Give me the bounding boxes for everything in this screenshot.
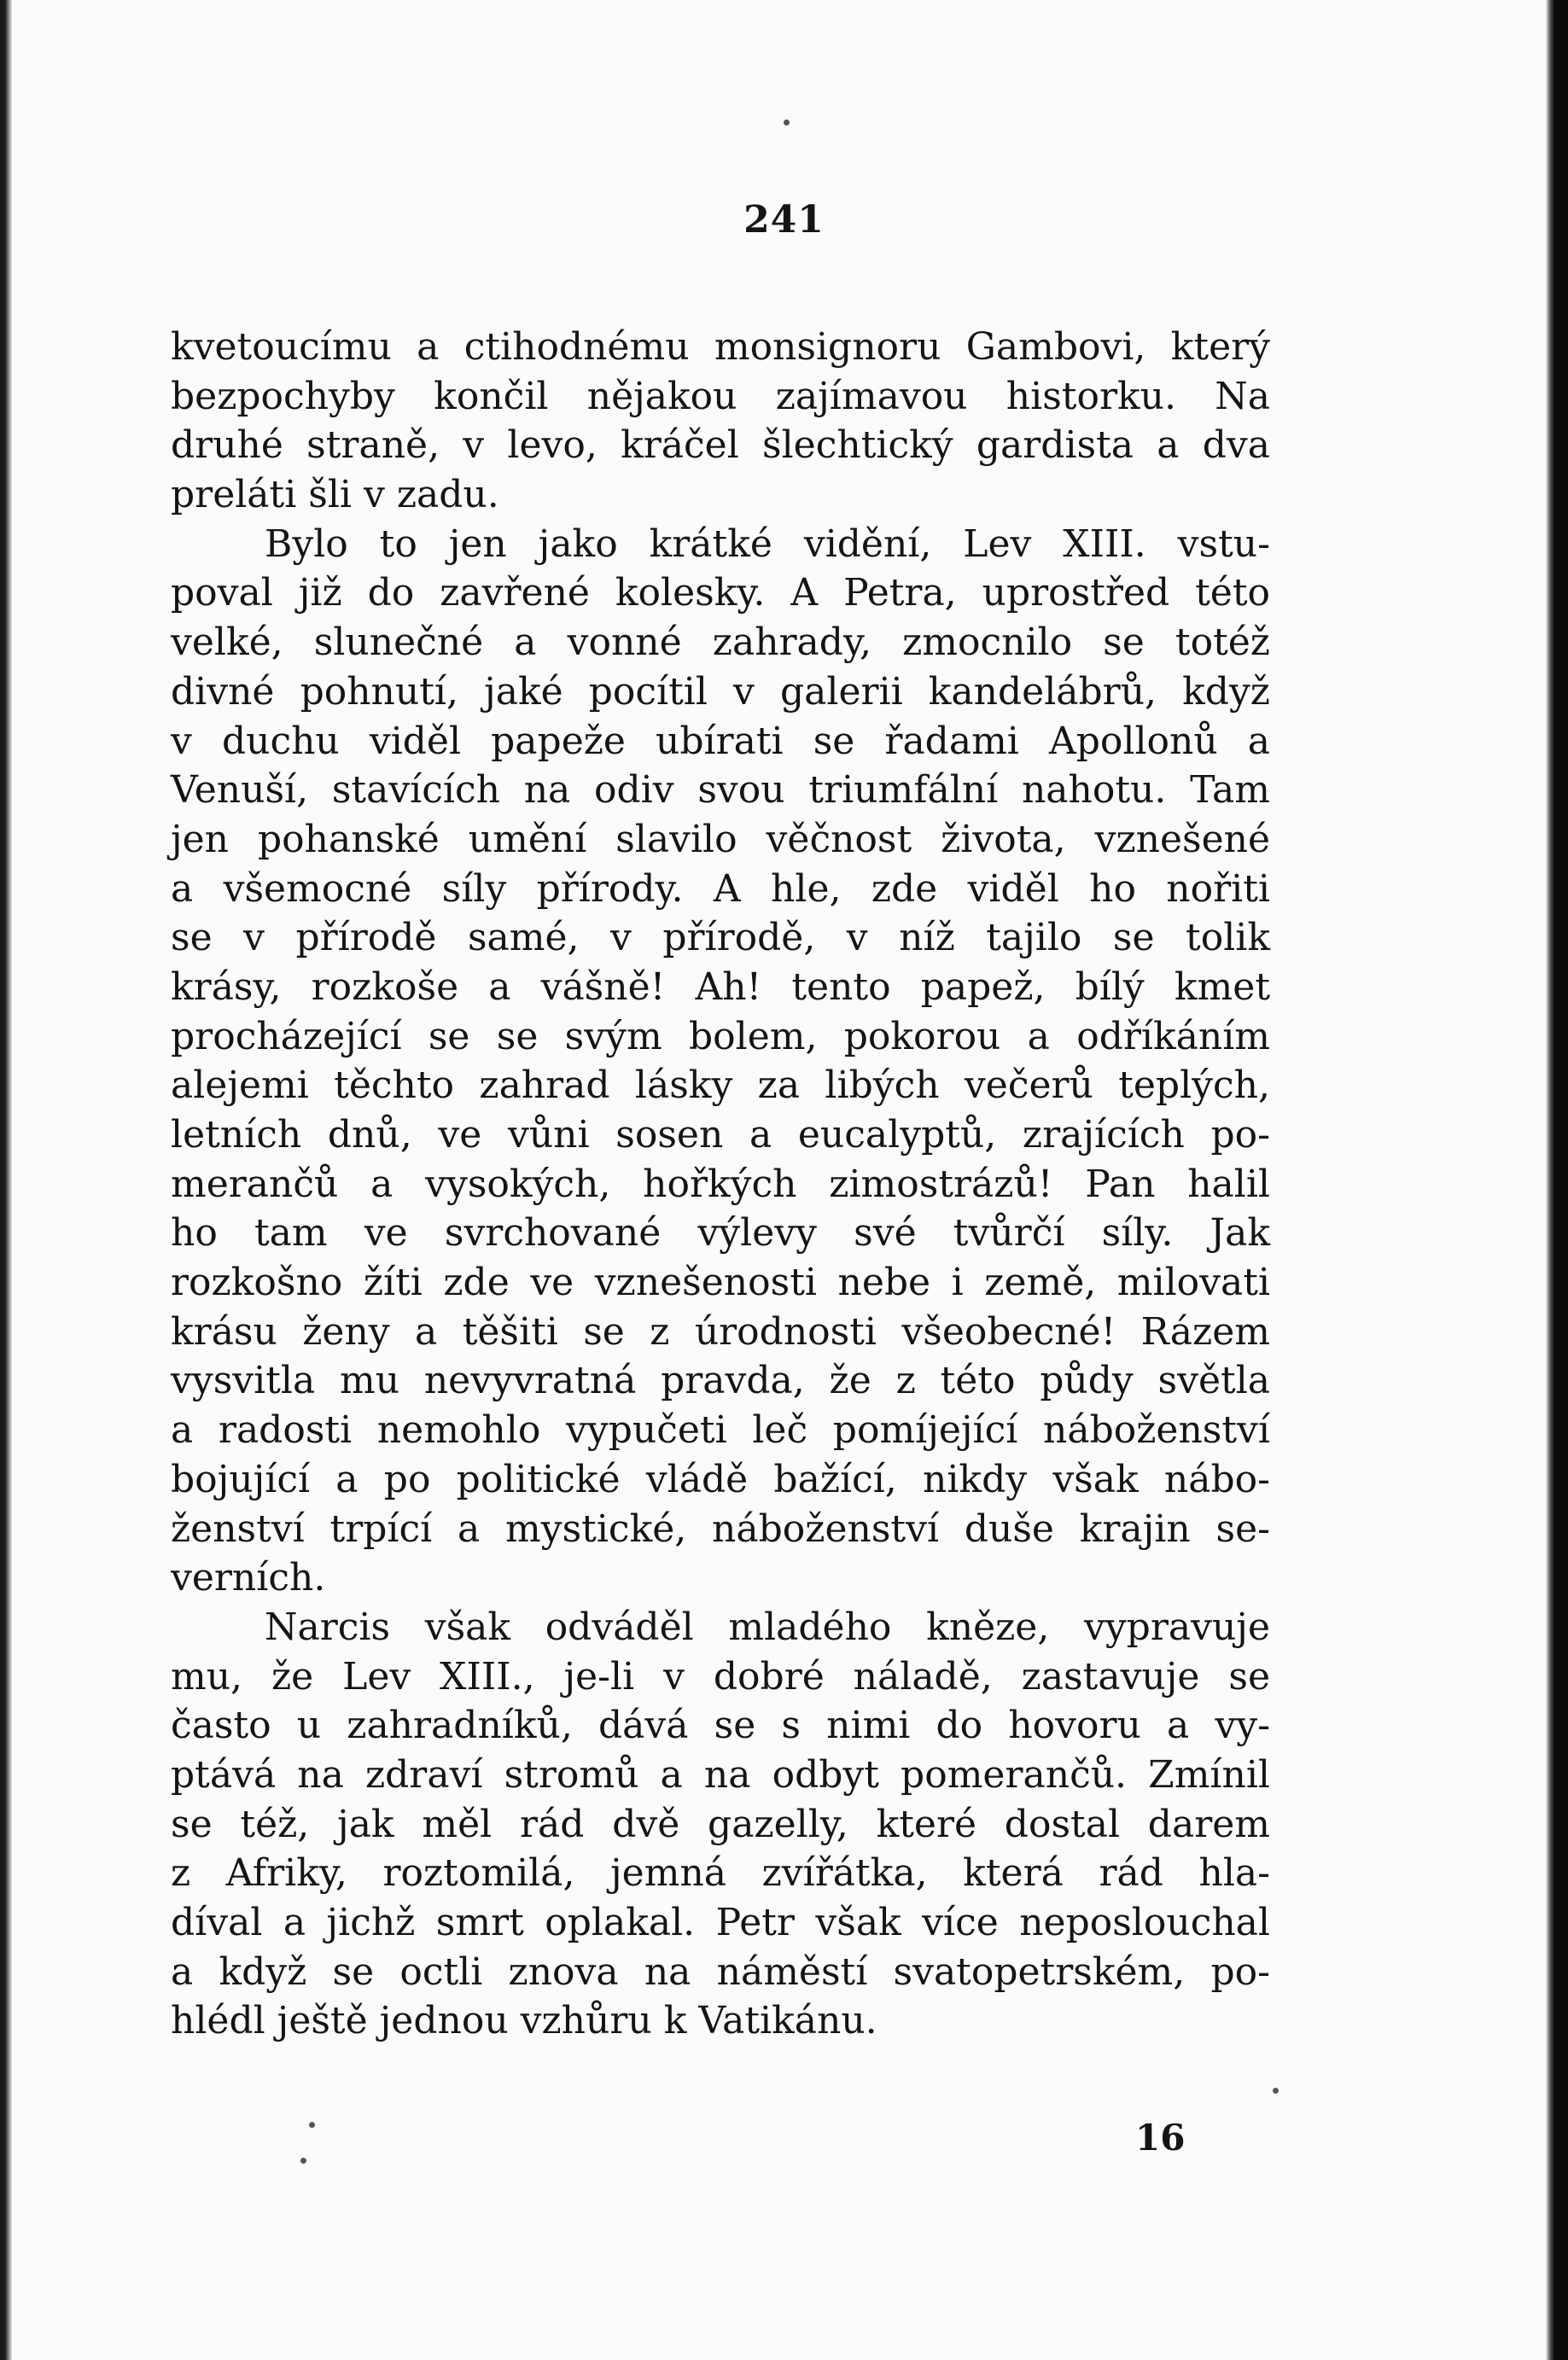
scan-speck: [1273, 2088, 1279, 2094]
text-line: vysvitla mu nevyvratná pravda, že z této půdy světla: [171, 1359, 1270, 1403]
text-line: merančů a vysokých, hořkých zimostrázů! Pan halil: [171, 1162, 1270, 1206]
text-line: procházející se se svým bolem, pokorou a odříkáním: [171, 1014, 1270, 1058]
text-line: krásy, rozkoše a vášně! Ah! tento papež, bílý kmet: [171, 964, 1270, 1009]
text-line: druhé straně, v levo, kráčel šlechtický gardista a dva: [171, 423, 1270, 468]
text-line: hlédl ještě jednou vzhůru k Vatikánu.: [171, 1999, 877, 2043]
text-line: krásu ženy a těšiti se z úrodnosti všeobecné! Rázem: [171, 1309, 1270, 1354]
text-line: a když se octli znova na náměstí svatopetrském, po-: [171, 1949, 1270, 1994]
scan-edge-left: [0, 0, 12, 2360]
text-line: jen pohanské umění slavilo věčnost života, vznešené: [171, 817, 1270, 861]
scan-speck: [300, 2158, 306, 2164]
text-line: preláti šli v zadu.: [171, 473, 499, 517]
text-line: bezpochyby končil nějakou zajímavou historku. Na: [171, 374, 1270, 418]
text-line: ženství trpící a mystické, náboženství duše krajin se-: [171, 1506, 1270, 1551]
text-line: díval a jichž smrt oplakal. Petr však více neposlouchal: [171, 1901, 1270, 1944]
scan-speck: [784, 119, 790, 125]
text-line: často u zahradníků, dává se s nimi do hovoru a vy-: [171, 1704, 1270, 1748]
text-line: letních dnů, ve vůni sosen a eucalyptů, zrajících po-: [171, 1113, 1270, 1157]
text-line: divné pohnutí, jaké pocítil v galerii kandelábrů, když: [171, 669, 1270, 714]
text-line: ptává na zdraví stromů a na odbyt pomerančů. Zmínil: [171, 1752, 1270, 1797]
text-line: rozkošno žíti zde ve vznešenosti nebe i země, milovati: [171, 1261, 1270, 1305]
text-line: velké, slunečné a vonné zahrady, zmocnilo se totéž: [171, 621, 1270, 665]
text-line: poval již do zavřené kolesky. A Petra, uprostřed této: [171, 571, 1270, 615]
text-line: ho tam ve svrchované výlevy své tvůrčí síly. Jak: [171, 1211, 1270, 1256]
text-line: z Afriky, roztomilá, jemná zvířátka, která rád hla-: [171, 1851, 1270, 1896]
text-line: a radosti nemohlo vypučeti leč pomíjející náboženství: [171, 1408, 1270, 1453]
text-line: v duchu viděl papeže ubírati se řadami Apollonů a: [171, 719, 1270, 763]
signature-mark: 16: [1135, 2117, 1186, 2159]
scan-speck: [309, 2122, 315, 2128]
text-line: a všemocné síly přírody. A hle, zde viděl ho nořiti: [171, 866, 1270, 911]
text-line: kvetoucímu a ctihodnému monsignoru Gambovi, který: [171, 325, 1270, 369]
text-line: Narcis však odváděl mladého kněze, vypravuje: [265, 1605, 1270, 1649]
text-line: mu, že Lev XIII., je-li v dobré náladě, zastavuje se: [171, 1654, 1270, 1699]
scan-edge-right: [1546, 0, 1568, 2360]
page-number: 241: [743, 198, 825, 242]
text-line: alejemi těchto zahrad lásky za libých večerů teplých,: [171, 1063, 1270, 1108]
body-text: [171, 323, 1270, 2046]
text-line: Bylo to jen jako krátké vidění, Lev XIII. vstu-: [265, 522, 1270, 566]
text-line: verních.: [171, 1556, 326, 1600]
text-line: se v přírodě samé, v přírodě, v níž tajilo se tolik: [171, 916, 1270, 960]
text-line: bojující a po politické vládě bažící, nikdy však nábo-: [171, 1457, 1270, 1501]
text-line: Venuší, stavících na odiv svou triumfální nahotu. Tam: [171, 768, 1270, 813]
text-line: se též, jak měl rád dvě gazelly, které dostal darem: [171, 1802, 1270, 1846]
